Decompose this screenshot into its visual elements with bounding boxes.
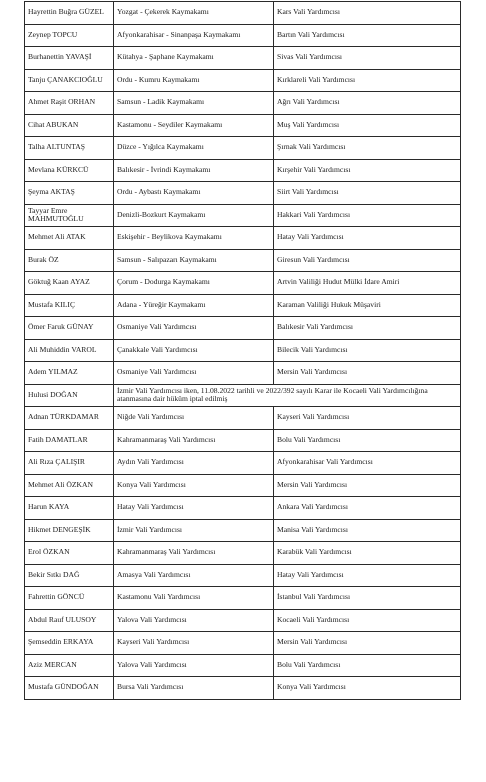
person-name-cell: Mustafa GÜNDOĞAN — [25, 677, 114, 700]
table-row — [25, 182, 461, 205]
current-position-cell: Kayseri Vali Yardımcısı — [114, 632, 274, 655]
new-position-cell: Şırnak Vali Yardımcısı — [274, 137, 461, 160]
current-position-cell: Ordu - Kumru Kaymakamı — [114, 69, 274, 92]
current-position-cell: Samsun - Ladik Kaymakamı — [114, 92, 274, 115]
current-position-cell: Osmaniye Vali Yardımcısı — [114, 317, 274, 340]
current-position-cell: Afyonkarahisar - Sinanpaşa Kaymakamı — [114, 24, 274, 47]
new-position-cell: Hakkari Vali Yardımcısı — [274, 204, 461, 227]
person-name-cell: Abdul Rauf ULUSOY — [25, 609, 114, 632]
new-position-cell: Afyonkarahisar Vali Yardımcısı — [274, 452, 461, 475]
new-position-cell: Kocaeli Vali Yardımcısı — [274, 609, 461, 632]
person-name-cell: Erol ÖZKAN — [25, 542, 114, 565]
person-name-cell: Tanju ÇANAKCIOĞLU — [25, 69, 114, 92]
person-name-cell: Mehmet Ali ATAK — [25, 227, 114, 250]
current-position-cell: Yalova Vali Yardımcısı — [114, 609, 274, 632]
current-position-cell: Denizli-Bozkurt Kaymakamı — [114, 204, 274, 227]
current-position-cell: Eskişehir - Beylikova Kaymakamı — [114, 227, 274, 250]
person-name-cell: Ali Muhiddin VAROL — [25, 339, 114, 362]
new-position-cell: Kars Vali Yardımcısı — [274, 2, 461, 25]
table-row — [25, 677, 461, 700]
table-row — [25, 519, 461, 542]
table-row — [25, 2, 461, 25]
table-row — [25, 407, 461, 430]
current-position-cell: Ordu - Aybastı Kaymakamı — [114, 182, 274, 205]
person-name-cell: Hulusi DOĞAN — [25, 384, 114, 407]
person-name-cell: Harun KAYA — [25, 497, 114, 520]
appointments-table — [24, 1, 461, 700]
new-position-cell: İstanbul Vali Yardımcısı — [274, 587, 461, 610]
current-position-cell: Yozgat - Çekerek Kaymakamı — [114, 2, 274, 25]
table-row — [25, 474, 461, 497]
new-position-cell: Kırşehir Vali Yardımcısı — [274, 159, 461, 182]
person-name-cell: Fatih DAMATLAR — [25, 429, 114, 452]
new-position-cell: Manisa Vali Yardımcısı — [274, 519, 461, 542]
person-name-cell: Göktuğ Kaan AYAZ — [25, 272, 114, 295]
new-position-cell: Bolu Vali Yardımcısı — [274, 429, 461, 452]
table-row — [25, 632, 461, 655]
table-row — [25, 609, 461, 632]
new-position-cell: Karaman Valiliği Hukuk Müşaviri — [274, 294, 461, 317]
new-position-cell: Bartın Vali Yardımcısı — [274, 24, 461, 47]
table-row — [25, 92, 461, 115]
table-row — [25, 497, 461, 520]
table-row — [25, 564, 461, 587]
current-position-cell: Amasya Vali Yardımcısı — [114, 564, 274, 587]
table-row — [25, 69, 461, 92]
person-name-cell: Ali Rıza ÇALIŞIR — [25, 452, 114, 475]
table-row — [25, 429, 461, 452]
person-name-cell: Burak ÖZ — [25, 249, 114, 272]
current-position-cell: Konya Vali Yardımcısı — [114, 474, 274, 497]
current-position-cell: Kahramanmaraş Vali Yardımcısı — [114, 542, 274, 565]
current-position-cell: Kahramanmaraş Vali Yardımcısı — [114, 429, 274, 452]
new-position-cell: Kırklareli Vali Yardımcısı — [274, 69, 461, 92]
table-row — [25, 47, 461, 70]
person-name-cell: Tayyar Emre MAHMUTOĞLU — [25, 204, 114, 227]
table-row — [25, 362, 461, 385]
current-position-cell: Balıkesir - İvrindi Kaymakamı — [114, 159, 274, 182]
table-row — [25, 249, 461, 272]
current-position-cell: Yalova Vali Yardımcısı — [114, 654, 274, 677]
new-position-cell: Siirt Vali Yardımcısı — [274, 182, 461, 205]
new-position-cell: Artvin Valiliği Hudut Mülki İdare Amiri — [274, 272, 461, 295]
table-row — [25, 159, 461, 182]
new-position-cell: Muş Vali Yardımcısı — [274, 114, 461, 137]
new-position-cell: Bilecik Vali Yardımcısı — [274, 339, 461, 362]
new-position-cell: Hatay Vali Yardımcısı — [274, 564, 461, 587]
person-name-cell: Zeynep TOPCU — [25, 24, 114, 47]
new-position-cell: Karabük Vali Yardımcısı — [274, 542, 461, 565]
table-row — [25, 384, 461, 407]
merged-note-cell: İzmir Vali Yardımcısı iken, 11.08.2022 tarihli ve 2022/392 sayılı Karar ile Kocaeli Vali Yardımcılığına atanmasına dair hüküm iptal edilmiş — [114, 384, 461, 407]
document-page — [24, 1, 460, 700]
person-name-cell: Adem YILMAZ — [25, 362, 114, 385]
current-position-cell: Kütahya - Şaphane Kaymakamı — [114, 47, 274, 70]
person-name-cell: Bekir Sıtkı DAĞ — [25, 564, 114, 587]
table-row — [25, 204, 461, 227]
person-name-cell: Aziz MERCAN — [25, 654, 114, 677]
table-row — [25, 227, 461, 250]
new-position-cell: Ağrı Vali Yardımcısı — [274, 92, 461, 115]
table-row — [25, 317, 461, 340]
new-position-cell: Sivas Vali Yardımcısı — [274, 47, 461, 70]
current-position-cell: Kastamonu Vali Yardımcısı — [114, 587, 274, 610]
person-name-cell: Mustafa KILIÇ — [25, 294, 114, 317]
person-name-cell: Burhanettin YAVAŞİ — [25, 47, 114, 70]
person-name-cell: Mevlana KÜRKCÜ — [25, 159, 114, 182]
table-row — [25, 294, 461, 317]
current-position-cell: Aydın Vali Yardımcısı — [114, 452, 274, 475]
table-row — [25, 137, 461, 160]
table-row — [25, 587, 461, 610]
person-name-cell: Hayrettin Buğra GÜZEL — [25, 2, 114, 25]
new-position-cell: Giresun Vali Yardımcısı — [274, 249, 461, 272]
current-position-cell: Bursa Vali Yardımcısı — [114, 677, 274, 700]
person-name-cell: Ahmet Raşit ORHAN — [25, 92, 114, 115]
new-position-cell: Balıkesir Vali Yardımcısı — [274, 317, 461, 340]
new-position-cell: Mersin Vali Yardımcısı — [274, 362, 461, 385]
new-position-cell: Mersin Vali Yardımcısı — [274, 632, 461, 655]
person-name-cell: Şeyma AKTAŞ — [25, 182, 114, 205]
current-position-cell: Düzce - Yığılca Kaymakamı — [114, 137, 274, 160]
person-name-cell: Fahrettin GÖNCÜ — [25, 587, 114, 610]
current-position-cell: Çanakkale Vali Yardımcısı — [114, 339, 274, 362]
table-row — [25, 452, 461, 475]
current-position-cell: Adana - Yüreğir Kaymakamı — [114, 294, 274, 317]
table-row — [25, 24, 461, 47]
current-position-cell: Çorum - Dodurga Kaymakamı — [114, 272, 274, 295]
new-position-cell: Mersin Vali Yardımcısı — [274, 474, 461, 497]
person-name-cell: Şemseddin ERKAYA — [25, 632, 114, 655]
table-row — [25, 654, 461, 677]
new-position-cell: Ankara Vali Yardımcısı — [274, 497, 461, 520]
table-row — [25, 114, 461, 137]
person-name-cell: Cihat ABUKAN — [25, 114, 114, 137]
person-name-cell: Ömer Faruk GÜNAY — [25, 317, 114, 340]
table-row — [25, 272, 461, 295]
person-name-cell: Hikmet DENGEŞİK — [25, 519, 114, 542]
new-position-cell: Konya Vali Yardımcısı — [274, 677, 461, 700]
table-row — [25, 542, 461, 565]
new-position-cell: Bolu Vali Yardımcısı — [274, 654, 461, 677]
person-name-cell: Talha ALTUNTAŞ — [25, 137, 114, 160]
person-name-cell: Mehmet Ali ÖZKAN — [25, 474, 114, 497]
appointments-table-body — [25, 2, 461, 700]
new-position-cell: Kayseri Vali Yardımcısı — [274, 407, 461, 430]
current-position-cell: Osmaniye Vali Yardımcısı — [114, 362, 274, 385]
current-position-cell: Hatay Vali Yardımcısı — [114, 497, 274, 520]
current-position-cell: Niğde Vali Yardımcısı — [114, 407, 274, 430]
person-name-cell: Adnan TÜRKDAMAR — [25, 407, 114, 430]
current-position-cell: Kastamonu - Seydiler Kaymakamı — [114, 114, 274, 137]
current-position-cell: Samsun - Salıpazarı Kaymakamı — [114, 249, 274, 272]
new-position-cell: Hatay Vali Yardımcısı — [274, 227, 461, 250]
table-row — [25, 339, 461, 362]
current-position-cell: İzmir Vali Yardımcısı — [114, 519, 274, 542]
